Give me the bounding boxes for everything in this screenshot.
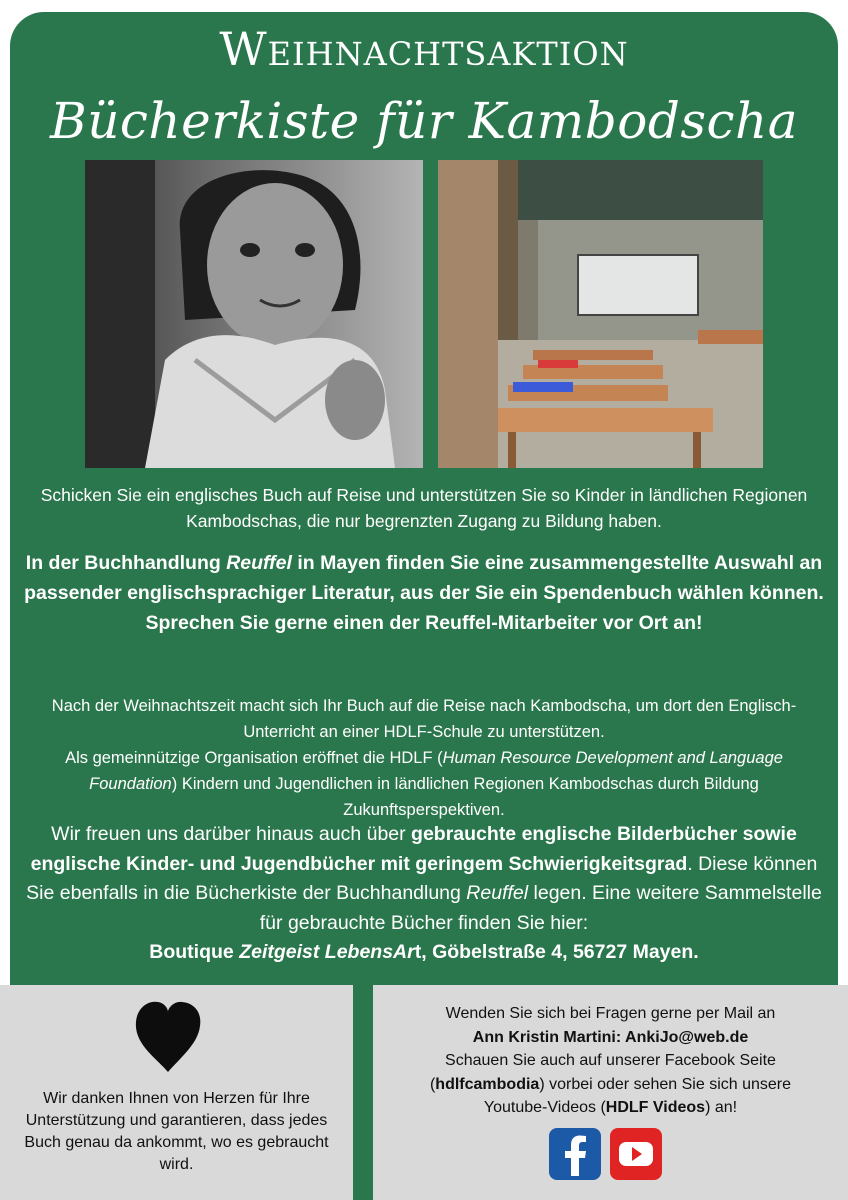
donations-end: legen. Eine weitere Sammelstelle für gebrauchte Bücher finden Sie hier: [259,882,822,934]
classroom-photo [438,160,763,468]
hdlf-info-line1: Nach der Weihnachtszeit macht sich Ihr Buch auf die Reise nach Kambodscha, um dort den Englisch-Unterricht an einer HDLF-Schule zu unterstützen. [51,697,797,741]
collection-location [20,938,828,968]
girl-portrait-photo [85,160,423,468]
store-name: Reuffel [226,552,292,574]
store-info-before: In der Buchhandlung [25,552,227,574]
hdlf-info-line2 [20,745,828,823]
page-title: Weihnachtsaktion [219,22,629,76]
thanks-text: Wir danken Ihnen von Herzen für Ihre Unterstützung und garantieren, dass jedes Buch genau da ankommt, wo es gebraucht wird. [24,1090,329,1173]
fb-open: ( [429,1075,436,1093]
youtube-name[interactable]: HDLF Videos [605,1099,706,1116]
page-subtitle: Bücherkiste für Kambodscha [49,92,799,150]
hdlf-info-after: ) Kindern und Jugendlichen in ländlichen Regionen Kambodschas durch Bildung Zukunftsperspektiven. [171,775,759,819]
fb-close: ) vorbei oder sehen Sie sich unsere [539,1075,792,1093]
hdlf-org-name: Human Resource Development and Language Foundation [89,749,783,793]
youtube-icon[interactable] [610,1128,662,1180]
intro-text: Schicken Sie ein englisches Buch auf Reise und unterstützen Sie so Kinder in ländlichen Regionen Kambodschas, die nur begrenzten Zugang zu Bildung haben. [40,485,808,531]
hdlf-info-before: Als gemeinnützige Organisation eröffnet die HDLF ( [65,749,443,767]
store-info-after: in Mayen finden Sie eine zusammengestellte Auswahl an passender englischsprachiger Literatur, aus der Sie ein Spendenbuch wählen können. Sprechen Sie gerne einen der Reuffel-Mitarbeiter vor Ort an! [24,552,824,634]
contact-text [388,1002,833,1120]
donations-mid: . Diese können Sie ebenfalls in die Bücherkiste der Buchhandlung [26,852,818,904]
hdlf-info-text [20,693,828,823]
store-info-text [20,548,828,638]
location-prefix: Boutique [149,941,240,963]
donations-store: Reuffel [466,882,529,904]
heart-icon [134,1000,202,1072]
yt-after: ) an! [705,1099,738,1116]
contact-line3: Schauen Sie auch auf unserer Facebook Seite [445,1052,776,1069]
facebook-handle[interactable]: hdlfcambodia [435,1075,540,1093]
donations-text [20,820,828,968]
facebook-icon[interactable] [549,1128,601,1180]
contact-line1: Wenden Sie sich bei Fragen gerne per Mail an [445,1005,776,1022]
yt-before: Youtube-Videos ( [483,1099,606,1116]
donations-intro: Wir freuen uns darüber hinaus auch über [51,823,412,845]
location-name: Zeitgeist LebensAr [239,941,415,963]
donations-highlight: gebrauchte englische Bilderbücher sowie englische Kinder- und Jugendbücher mit geringem Schwierigkeitsgrad [30,823,797,875]
location-suffix: t, Göbelstraße 4, 56727 Mayen. [414,941,699,963]
contact-person[interactable]: Ann Kristin Martini: AnkiJo@web.de [472,1028,749,1046]
